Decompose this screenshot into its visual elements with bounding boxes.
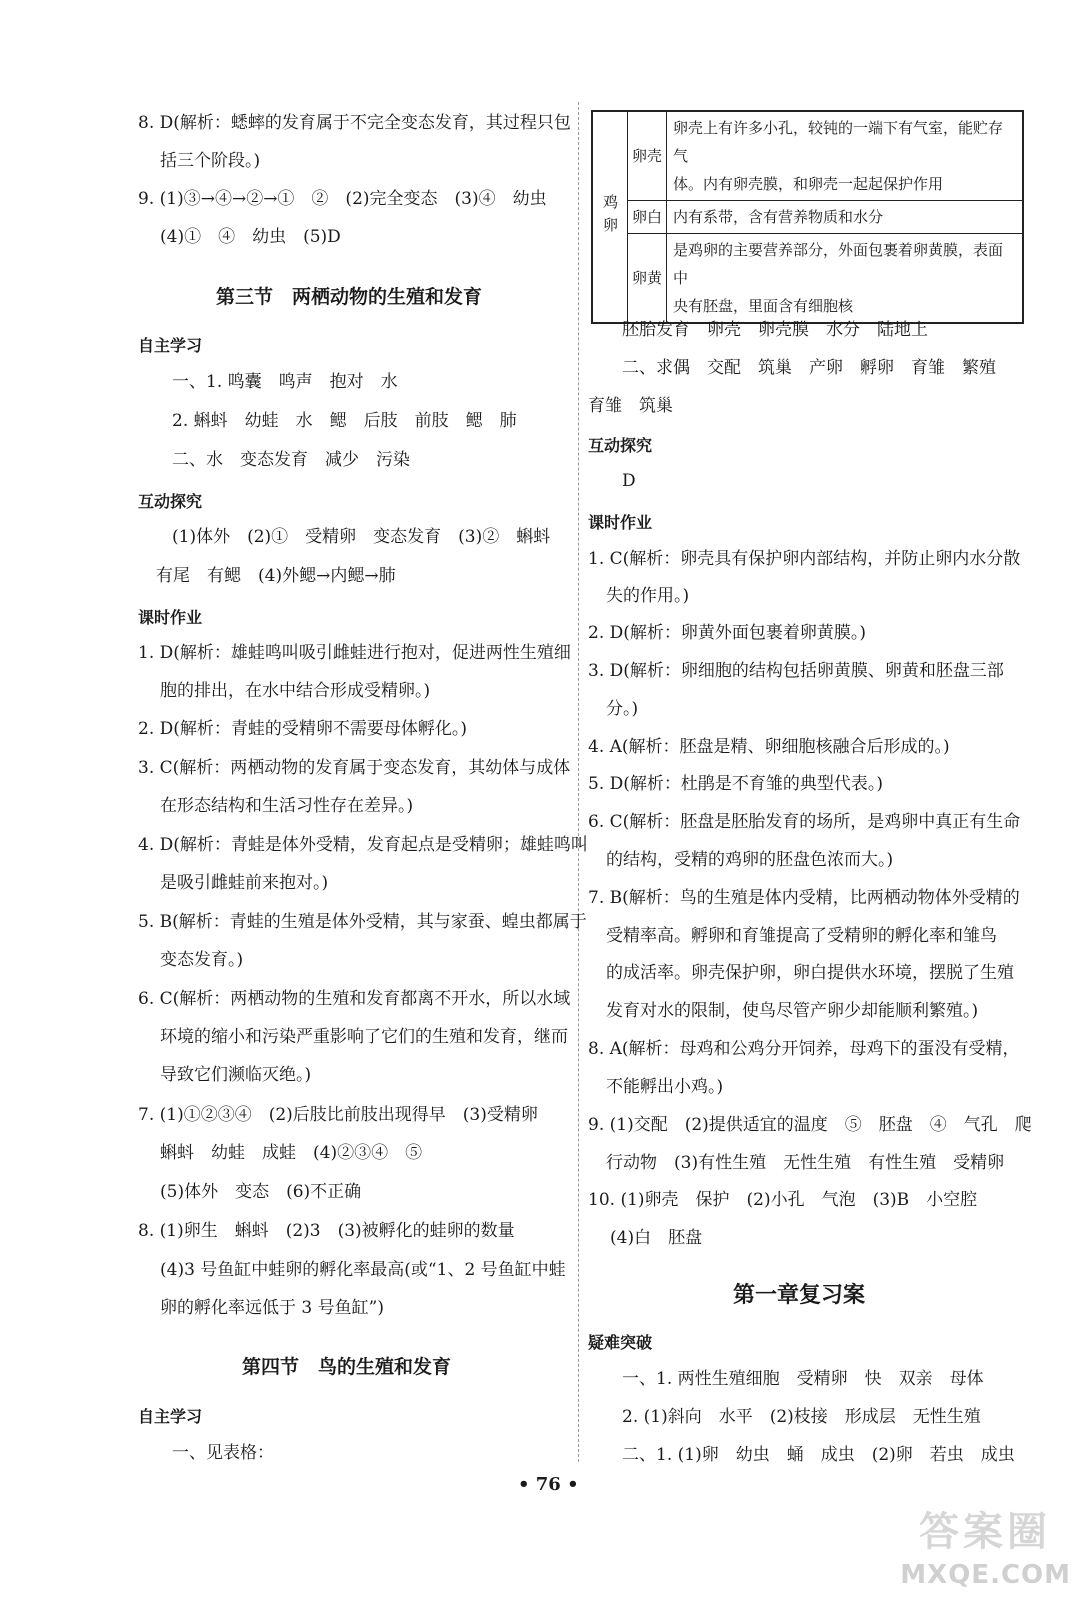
- subsection-heading: 疑难突破: [588, 1333, 653, 1352]
- answer-line: 胚胎发育 卵壳 卵壳膜 水分 陆地上: [622, 320, 928, 340]
- answer-line: 括三个阶段。): [160, 151, 261, 171]
- subsection-heading: 自主学习: [138, 1407, 203, 1426]
- answer-line: 是吸引雌蛙前来抱对。): [160, 873, 329, 893]
- answer-line: 5. D(解析：杜鹃是不育雏的典型代表。): [588, 774, 884, 794]
- table-cell-line: 卵壳上有许多小孔，较钝的一端下有气室，能贮存气: [673, 119, 1004, 165]
- section-title: 第三节 两栖动物的生殖和发育: [216, 286, 483, 308]
- table-cell-line: 央有胚盘，里面含有细胞核: [673, 297, 854, 315]
- answer-line: D: [622, 471, 636, 491]
- answer-line: 二、1. (1)卵 幼虫 蛹 成虫 (2)卵 若虫 成虫: [622, 1445, 1015, 1465]
- answer-line: 一、1. 两性生殖细胞 受精卵 快 双亲 母体: [622, 1369, 984, 1389]
- table-cell: [667, 111, 1024, 201]
- answer-line: 不能孵出小鸡。): [606, 1077, 724, 1097]
- answer-line: 6. C(解析：胚盘是胚胎发育的场所，是鸡卵中真正有生命: [588, 812, 1021, 832]
- answer-line: 9. (1)交配 (2)提供适宜的温度 ⑤ 胚盘 ④ 气孔 爬: [588, 1115, 1032, 1135]
- answer-line: 卵的孵化率远低于 3 号鱼缸”): [160, 1298, 384, 1318]
- answer-line: 分。): [606, 699, 639, 719]
- answer-line: 发育对水的限制，使鸟尽管产卵少却能顺利繁殖。): [606, 1001, 979, 1021]
- table-cell-line: 是鸡卵的主要营养部分，外面包裹着卵黄膜，表面中: [673, 241, 1004, 287]
- table-part-label: 卵黄: [628, 234, 667, 324]
- answer-line: 7. (1)①②③④ (2)后肢比前肢出现得早 (3)受精卵: [138, 1105, 538, 1125]
- answer-line: 10. (1)卵壳 保护 (2)小孔 气泡 (3)B 小空腔: [588, 1190, 978, 1210]
- answer-line: 2. D(解析：青蛙的受精卵不需要母体孵化。): [138, 719, 468, 739]
- answer-line: 二、求偶 交配 筑巢 产卵 孵卵 育雏 繁殖: [622, 358, 996, 378]
- answer-line: 育雏 筑巢: [588, 396, 673, 416]
- subsection-heading: 自主学习: [138, 336, 203, 355]
- answer-line: 一、见表格：: [172, 1443, 274, 1463]
- answer-line: 导致它们濒临灭绝。): [160, 1065, 312, 1085]
- answer-line: 8. A(解析：母鸡和公鸡分开饲养，母鸡下的蛋没有受精，: [588, 1039, 1020, 1059]
- chapter-title: 第一章复习案: [733, 1283, 866, 1308]
- answer-line: (4)白 胚盘: [610, 1228, 703, 1248]
- answer-line: 有尾 有鳃 (4)外鳃→内鳃→肺: [156, 566, 396, 586]
- section-title: 第四节 鸟的生殖和发育: [242, 1356, 452, 1378]
- table-part-label: 卵白: [628, 201, 667, 234]
- answer-line: (4)3 号鱼缸中蛙卵的孵化率最高(或“1、2 号鱼缸中蛙: [160, 1260, 566, 1280]
- answer-line: 行动物 (3)有性生殖 无性生殖 有性生殖 受精卵: [606, 1153, 1005, 1173]
- answer-line: 二、水 变态发育 减少 污染: [172, 450, 410, 470]
- answer-line: 胞的排出，在水中结合形成受精卵。): [160, 681, 431, 701]
- answer-line: (5)体外 变态 (6)不正确: [160, 1182, 362, 1202]
- subsection-heading: 课时作业: [588, 513, 653, 532]
- answer-line: 5. B(解析：青蛙的生殖是体外受精，其与家蚕、蝗虫都属于: [138, 912, 587, 932]
- answer-line: 3. D(解析：卵细胞的结构包括卵黄膜、卵黄和胚盘三部: [588, 661, 1004, 681]
- table-cell: [667, 234, 1024, 324]
- table-cell: 内有系带，含有营养物质和水分: [667, 201, 1024, 234]
- answer-line: 的成活率。卵壳保护卵，卵白提供水环境，摆脱了生殖: [606, 963, 1014, 983]
- answer-line: 3. C(解析：两栖动物的发育属于变态发育，其幼体与成体: [138, 758, 571, 778]
- answer-line: 的结构，受精的鸡卵的胚盘色浓而大。): [606, 850, 894, 870]
- answer-line: 1. D(解析：雄蛙鸣叫吸引雌蛙进行抱对，促进两性生殖细: [138, 643, 571, 663]
- table-cell-line: 体。内有卵壳膜，和卵壳一起起保护作用: [673, 175, 944, 193]
- subsection-heading: 互动探究: [588, 436, 653, 455]
- subsection-heading: 互动探究: [138, 492, 203, 511]
- egg-structure-table: [591, 110, 1024, 324]
- answer-line: 6. C(解析：两栖动物的生殖和发育都离不开水，所以水域: [138, 989, 571, 1009]
- watermark-logo: [881, 1500, 1071, 1590]
- answer-line: 7. B(解析：鸟的生殖是体内受精，比两栖动物体外受精的: [588, 888, 1020, 908]
- answer-line: 4. A(解析：胚盘是精、卵细胞核融合后形成的。): [588, 737, 950, 757]
- answer-line: 受精率高。孵卵和育雏提高了受精卵的孵化率和雏鸟: [606, 926, 997, 946]
- answer-line: 2. 蝌蚪 幼蛙 水 鳃 后肢 前肢 鳃 肺: [172, 411, 517, 431]
- watermark-url: MXQE.COM: [900, 1560, 1071, 1590]
- answer-line: 变态发育。): [160, 950, 244, 970]
- table-main-label: 鸡卵: [592, 111, 628, 323]
- answer-line: 蝌蚪 幼蛙 成蛙 (4)②③④ ⑤: [160, 1143, 423, 1163]
- answer-line: 4. D(解析：青蛙是体外受精，发育起点是受精卵；雄蛙鸣叫: [138, 835, 588, 855]
- column-divider: [578, 102, 579, 1462]
- table-part-label: 卵壳: [628, 111, 667, 201]
- answer-line: 8. D(解析：蟋蟀的发育属于不完全变态发育，其过程只包: [138, 113, 571, 133]
- answer-line: 9. (1)③→④→②→① ② (2)完全变态 (3)④ 幼虫: [138, 189, 547, 209]
- answer-line: (1)体外 (2)① 受精卵 变态发育 (3)② 蝌蚪: [172, 527, 551, 547]
- answer-line: 2. (1)斜向 水平 (2)枝接 形成层 无性生殖: [622, 1407, 981, 1427]
- answer-line: 2. D(解析：卵黄外面包裹着卵黄膜。): [588, 623, 867, 643]
- answer-line: 1. C(解析：卵壳具有保护卵内部结构，并防止卵内水分散: [588, 549, 1021, 569]
- watermark-text: 答案圈: [919, 1509, 1051, 1555]
- subsection-heading: 课时作业: [138, 608, 203, 627]
- answer-line: (4)① ④ 幼虫 (5)D: [160, 227, 341, 247]
- answer-line: 在形态结构和生活习性存在差异。): [160, 796, 414, 816]
- answer-line: 失的作用。): [606, 586, 690, 606]
- answer-line: 一、1. 鸣囊 鸣声 抱对 水: [172, 372, 398, 392]
- answer-line: 环境的缩小和污染严重影响了它们的生殖和发育，继而: [160, 1027, 568, 1047]
- answer-line: 8. (1)卵生 蝌蚪 (2)3 (3)被孵化的蛙卵的数量: [138, 1221, 515, 1241]
- page-number: • 76 •: [518, 1474, 579, 1495]
